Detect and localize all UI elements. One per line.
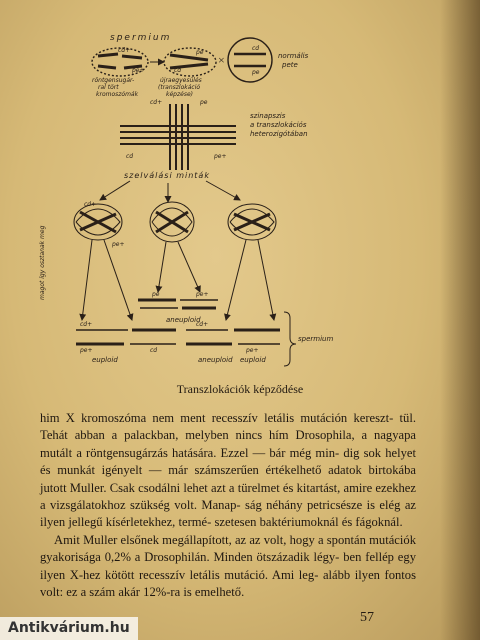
text-line: alább ilyen fontos volt: ez a szám akár 12%-ra is emelhető. (40, 567, 416, 600)
text-line: adatok birtokába jutott Muller. Csak csodálni lehet azt a türelmet (40, 463, 416, 495)
svg-text:cd: cd (126, 153, 134, 160)
svg-text:újraegyesülés: újraegyesülés (160, 77, 202, 84)
svg-text:cd+: cd+ (118, 47, 131, 54)
text-line: nagyapa mutált a röntgensugárzás hatására. Ezzel — bár még min- (40, 428, 416, 460)
svg-text:röntgensugár-: röntgensugár- (92, 77, 135, 84)
svg-text:cd: cd (252, 45, 260, 52)
svg-text:pete: pete (282, 61, 298, 69)
text-line: ben fellép egy ilyen X-hez kötött recesszív letális mutáció. Ami leg- (40, 550, 416, 582)
text-line: tül. Tehát abban a palackban, melyben nincs hím Drosophila, a (40, 411, 416, 443)
svg-text:pe: pe (200, 99, 208, 106)
svg-text:heterozigótában: heterozigótában (250, 130, 308, 138)
page-number: 57 (360, 610, 374, 625)
text-line: ság néhány petricsészе is elég az ilyen jellegű kísérletekhez, termé- (40, 498, 416, 530)
watermark: Antikvárium.hu (0, 617, 138, 640)
svg-text:pe+: pe+ (196, 291, 209, 298)
normal-egg (228, 38, 272, 82)
svg-text:cd: cd (174, 67, 182, 74)
text-line: him X kromoszóma nem ment recesszív letális mutáción kereszt- (40, 411, 394, 425)
svg-text:pe+: pe+ (80, 347, 93, 354)
text-line: mutációk gyakorisága 0,2% a Drosophilán. Minden ötszázadik légy- (40, 532, 416, 565)
body-text (40, 410, 416, 601)
svg-text:pe+: pe+ (214, 153, 227, 160)
svg-text:cd+: cd+ (84, 201, 97, 208)
svg-text:(transzlokáció: (transzlokáció (158, 84, 201, 91)
svg-text:a transzlokációs: a transzlokációs (250, 121, 307, 129)
cross-symbol: × (218, 53, 225, 67)
text-line: szetesen baktériumoknál és fágoknál. (214, 515, 403, 530)
vertical-side-label: magot így osztanak meg (39, 225, 46, 300)
text-line: dig sok helyet és munkát igényelt — már számszerűen értékelhető (40, 445, 416, 478)
figure-caption: Transzlokációk képződése (176, 382, 304, 396)
aneuploid-chromosomes-middle (138, 300, 218, 308)
bottom-chromosome-rows (76, 330, 280, 344)
svg-text:normális: normális (278, 52, 309, 60)
svg-text:pe+: pe+ (246, 347, 259, 354)
svg-text:képzése): képzése) (166, 91, 193, 98)
spermium-label-top: spermium (110, 33, 172, 43)
segregation-patterns-label: szelválási minták (124, 171, 210, 180)
svg-text:aneuploid: aneuploid (166, 316, 201, 324)
svg-text:pe: pe (152, 291, 160, 298)
paragraph-1 (40, 410, 416, 532)
svg-text:pe: pe (252, 69, 260, 76)
svg-text:euploid: euploid (240, 356, 266, 364)
synapsis-cross (120, 104, 236, 170)
svg-text:cd+: cd+ (150, 99, 163, 106)
svg-text:pe+: pe+ (132, 67, 145, 74)
svg-text:kromoszómák: kromoszómák (96, 91, 139, 98)
svg-text:pe: pe (196, 49, 204, 56)
paragraph-2 (40, 532, 416, 602)
text-line: és kitartást, amire ezekhez a vizsgálatokhoz szükség volt. Manap- (40, 480, 416, 513)
svg-text:cd: cd (150, 347, 158, 354)
division-spindle-3 (228, 204, 276, 240)
svg-text:cd+: cd+ (196, 321, 209, 328)
division-spindle-1 (74, 204, 122, 240)
svg-text:cd+: cd+ (80, 321, 93, 328)
division-spindle-2 (150, 202, 194, 242)
svg-text:szinapszis: szinapszis (250, 112, 286, 120)
svg-text:euploid: euploid (92, 356, 118, 364)
sperm-nucleus-rejoined (164, 48, 216, 76)
text-line: Amit Muller elsőnek megállapított, az az volt, hogy a spontán (54, 532, 366, 547)
svg-text:spermium: spermium (298, 335, 334, 343)
svg-text:ral tört: ral tört (98, 84, 119, 91)
svg-text:pe+: pe+ (112, 241, 125, 248)
spermium-bracket (284, 312, 296, 366)
svg-text:aneuploid: aneuploid (198, 356, 233, 364)
